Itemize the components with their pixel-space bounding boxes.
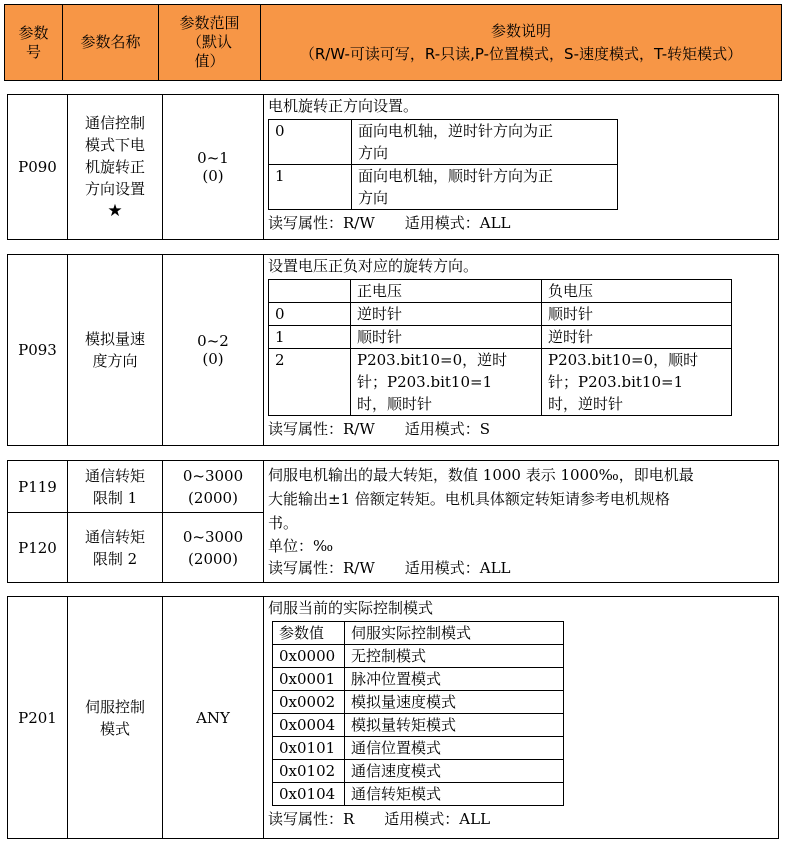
mode-table <box>272 621 564 806</box>
param-name: 通信转矩 限制 2 <box>68 513 163 583</box>
header-param-no: 参数 号 <box>5 5 63 81</box>
param-block-p090 <box>7 94 779 240</box>
table-row: 参数值 伺服实际控制模式 <box>273 622 564 645</box>
param-desc: 伺服当前的实际控制模式 参数值 伺服实际控制模式 0x0000 无控制模式 0x0001 脉冲位置模式 0x0002 模拟量速度模式 0x0004 模拟量转矩模式 0x0101 通信位置模式 0x0102 通信速度模式 0x0104 通信转矩模式 读写属性：R 适用模式：ALL <box>264 597 779 839</box>
voltage-table <box>268 279 732 416</box>
table-header <box>4 4 782 81</box>
param-desc: 电机旋转正方向设置。 0 面向电机轴，逆时针方向为正 方向 1 面向电机轴，顺时针方向为正 方向 读写属性：R/W 适用模式：ALL <box>264 95 779 240</box>
star-icon: ★ <box>107 201 123 221</box>
header-param-desc: 参数说明 （R/W-可读可写，R-只读,P-位置模式，S-速度模式，T-转矩模式） <box>261 5 782 81</box>
header-param-range: 参数范围 （默认 值） <box>159 5 261 81</box>
param-block-p201 <box>7 596 779 839</box>
table-row: 2 P203.bit10=0，逆时 针；P203.bit10=1 时，顺时针 P203.bit10=0，顺时 针；P203.bit10=1 时，逆时针 <box>269 349 732 416</box>
rw-attr: 读写属性：R/W 适用模式：S <box>268 420 491 438</box>
param-id: P090 <box>8 95 68 240</box>
param-range: 0~3000 (2000) <box>163 513 264 583</box>
table-row: 0x0000 无控制模式 <box>273 645 564 668</box>
param-block-p119-p120 <box>7 460 779 583</box>
param-name: 通信控制 模式下电 机旋转正 方向设置 ★ <box>68 95 163 240</box>
rw-attr: 读写属性：R 适用模式：ALL <box>268 810 491 828</box>
param-range: 0~3000 (2000) <box>163 461 264 513</box>
table-row: 0 逆时针 顺时针 <box>269 303 732 326</box>
table-row: 正电压 负电压 <box>269 280 732 303</box>
rw-attr: 读写属性：R/W 适用模式：ALL <box>268 214 511 232</box>
param-desc: 伺服电机输出的最大转矩，数值 1000 表示 1000‰，即电机最 大能输出±1 倍额定转矩。电机具体额定转矩请参考电机规格 书。 单位：‰ 读写属性：R/W 适用模式：ALL <box>264 461 779 583</box>
param-id: P119 <box>8 461 68 513</box>
param-id: P201 <box>8 597 68 839</box>
param-range: 0~2 (0) <box>163 255 264 446</box>
table-row: 1 面向电机轴，顺时针方向为正 方向 <box>269 165 618 210</box>
param-range: 0~1 (0) <box>163 95 264 240</box>
header-param-name: 参数名称 <box>63 5 159 81</box>
table-row: 0x0104 通信转矩模式 <box>273 783 564 806</box>
table-row: 0x0101 通信位置模式 <box>273 737 564 760</box>
param-name: 伺服控制 模式 <box>68 597 163 839</box>
param-block-p093 <box>7 254 779 446</box>
param-name: 通信转矩 限制 1 <box>68 461 163 513</box>
table-row: 0x0002 模拟量速度模式 <box>273 691 564 714</box>
param-desc: 设置电压正负对应的旋转方向。 正电压 负电压 0 逆时针 顺时针 1 顺时针 逆时针 2 P203.bit10=0，逆时 针；P203.bit10=1 时，顺时针 P203.bit10=0，顺时 针；P203.bit10=1 时，逆时针 读写属性：R/W 适用模式：S <box>264 255 779 446</box>
table-row: 0x0001 脉冲位置模式 <box>273 668 564 691</box>
table-row: 0x0004 模拟量转矩模式 <box>273 714 564 737</box>
param-name: 模拟量速 度方向 <box>68 255 163 446</box>
param-id: P093 <box>8 255 68 446</box>
param-range: ANY <box>163 597 264 839</box>
table-row: 1 顺时针 逆时针 <box>269 326 732 349</box>
table-row: 0 面向电机轴，逆时针方向为正 方向 <box>269 120 618 165</box>
param-id: P120 <box>8 513 68 583</box>
value-table <box>268 119 618 210</box>
table-row: 0x0102 通信速度模式 <box>273 760 564 783</box>
rw-attr: 读写属性：R/W 适用模式：ALL <box>268 559 511 577</box>
